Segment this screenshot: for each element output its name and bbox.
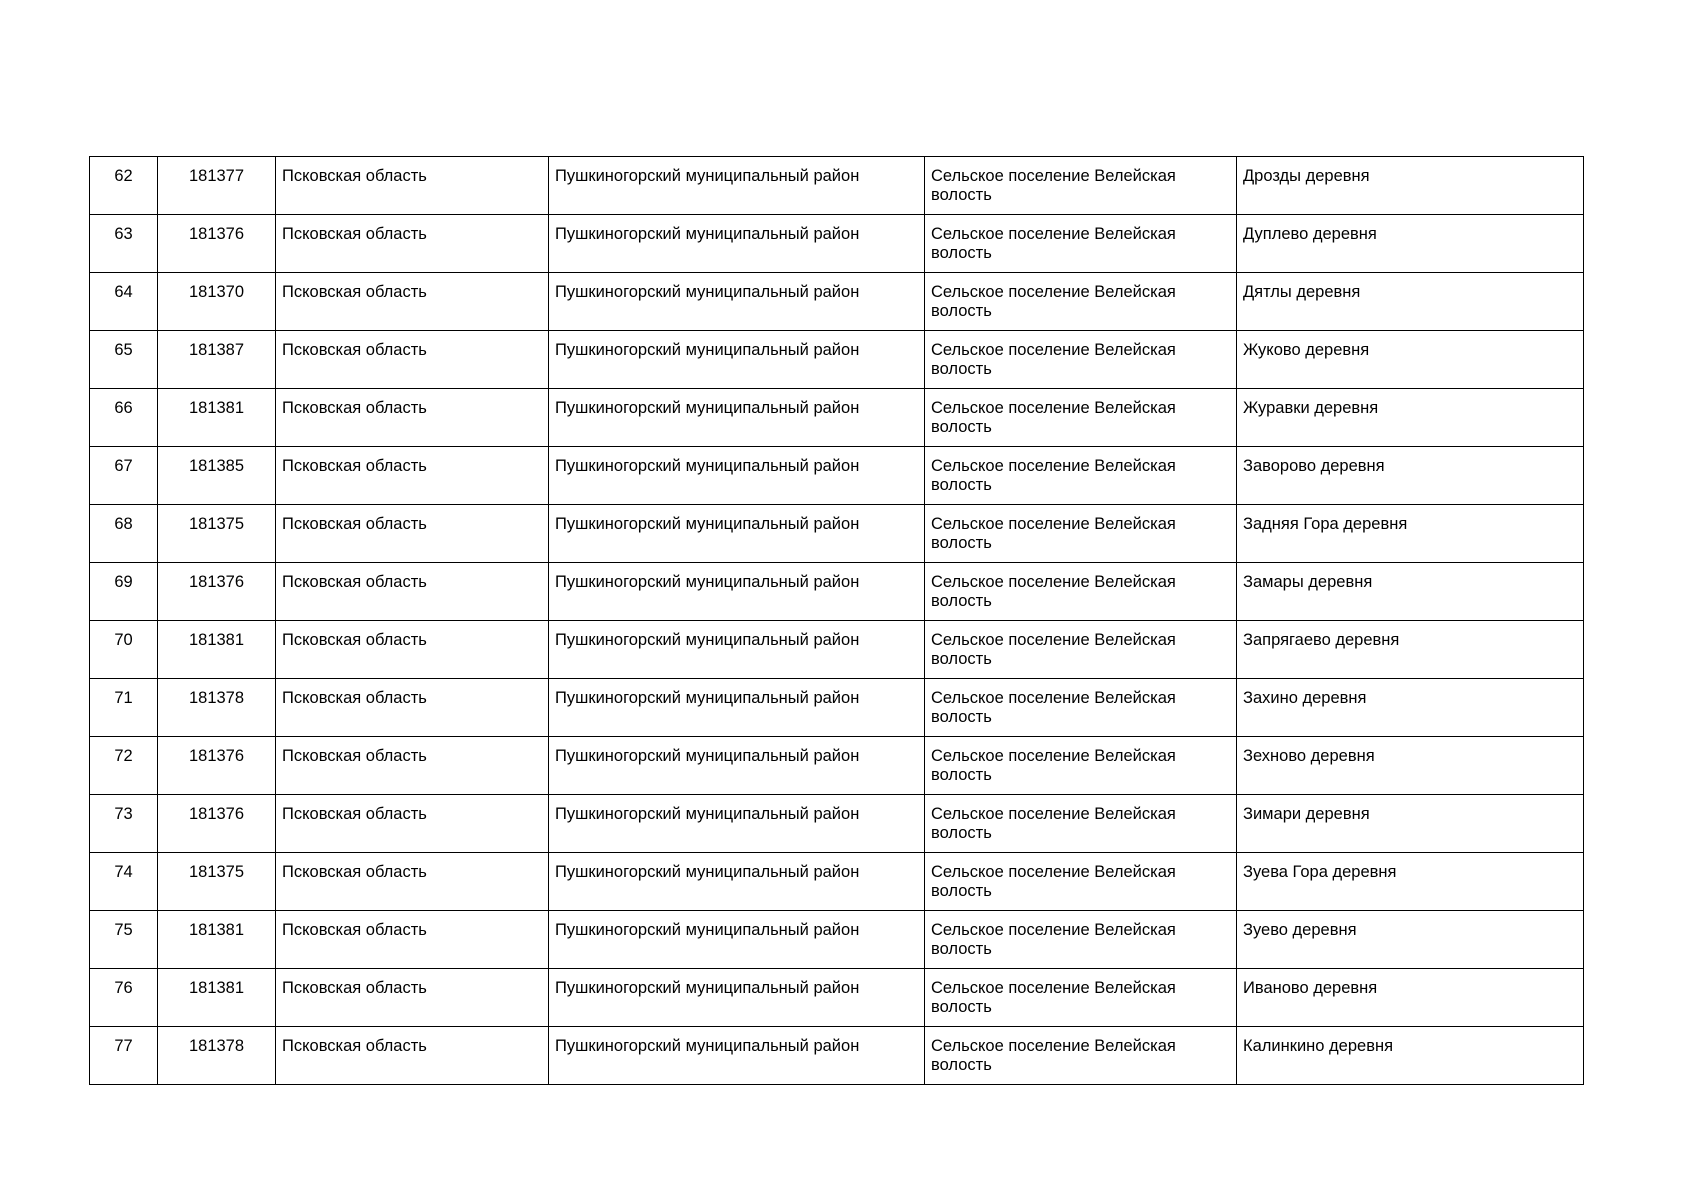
region-cell: Псковская область [276, 505, 549, 563]
table-row [90, 1027, 1584, 1085]
table-body [90, 157, 1584, 1085]
table-row [90, 853, 1584, 911]
district-cell: Пушкиногорский муниципальный район [549, 215, 925, 273]
region-cell: Псковская область [276, 563, 549, 621]
settlement-cell: Сельское поселение Велейская волость [925, 505, 1237, 563]
district-cell: Пушкиногорский муниципальный район [549, 1027, 925, 1085]
row-number-cell: 76 [90, 969, 158, 1027]
row-number-cell: 63 [90, 215, 158, 273]
table-row [90, 737, 1584, 795]
table-row [90, 563, 1584, 621]
settlement-cell: Сельское поселение Велейская волость [925, 563, 1237, 621]
table-row [90, 447, 1584, 505]
row-number-cell: 67 [90, 447, 158, 505]
table-row [90, 157, 1584, 215]
settlement-cell: Сельское поселение Велейская волость [925, 911, 1237, 969]
postal-index-cell: 181376 [158, 563, 276, 621]
table-row [90, 795, 1584, 853]
district-cell: Пушкиногорский муниципальный район [549, 679, 925, 737]
locality-cell: Зуева Гора деревня [1237, 853, 1584, 911]
row-number-cell: 66 [90, 389, 158, 447]
table-row [90, 621, 1584, 679]
row-number-cell: 64 [90, 273, 158, 331]
locality-cell: Задняя Гора деревня [1237, 505, 1584, 563]
district-cell: Пушкиногорский муниципальный район [549, 331, 925, 389]
row-number-cell: 71 [90, 679, 158, 737]
row-number-cell: 72 [90, 737, 158, 795]
table-row [90, 389, 1584, 447]
district-cell: Пушкиногорский муниципальный район [549, 505, 925, 563]
locality-cell: Калинкино деревня [1237, 1027, 1584, 1085]
postal-index-cell: 181375 [158, 505, 276, 563]
region-cell: Псковская область [276, 273, 549, 331]
region-cell: Псковская область [276, 331, 549, 389]
locality-cell: Журавки деревня [1237, 389, 1584, 447]
locality-cell: Захино деревня [1237, 679, 1584, 737]
postal-index-cell: 181376 [158, 737, 276, 795]
postal-index-cell: 181387 [158, 331, 276, 389]
region-cell: Псковская область [276, 1027, 549, 1085]
district-cell: Пушкиногорский муниципальный район [549, 563, 925, 621]
settlement-cell: Сельское поселение Велейская волость [925, 853, 1237, 911]
district-cell: Пушкиногорский муниципальный район [549, 447, 925, 505]
district-cell: Пушкиногорский муниципальный район [549, 157, 925, 215]
settlement-cell: Сельское поселение Велейская волость [925, 969, 1237, 1027]
settlements-table [89, 156, 1584, 1085]
settlement-cell: Сельское поселение Велейская волость [925, 273, 1237, 331]
row-number-cell: 65 [90, 331, 158, 389]
district-cell: Пушкиногорский муниципальный район [549, 737, 925, 795]
settlement-cell: Сельское поселение Велейская волость [925, 215, 1237, 273]
postal-index-cell: 181370 [158, 273, 276, 331]
settlement-cell: Сельское поселение Велейская волость [925, 795, 1237, 853]
region-cell: Псковская область [276, 853, 549, 911]
region-cell: Псковская область [276, 389, 549, 447]
region-cell: Псковская область [276, 795, 549, 853]
postal-index-cell: 181378 [158, 1027, 276, 1085]
row-number-cell: 68 [90, 505, 158, 563]
locality-cell: Жуково деревня [1237, 331, 1584, 389]
postal-index-cell: 181378 [158, 679, 276, 737]
locality-cell: Иваново деревня [1237, 969, 1584, 1027]
district-cell: Пушкиногорский муниципальный район [549, 911, 925, 969]
locality-cell: Зехново деревня [1237, 737, 1584, 795]
locality-cell: Зимари деревня [1237, 795, 1584, 853]
postal-index-cell: 181377 [158, 157, 276, 215]
locality-cell: Замары деревня [1237, 563, 1584, 621]
region-cell: Псковская область [276, 737, 549, 795]
district-cell: Пушкиногорский муниципальный район [549, 273, 925, 331]
locality-cell: Дуплево деревня [1237, 215, 1584, 273]
settlement-cell: Сельское поселение Велейская волость [925, 1027, 1237, 1085]
district-cell: Пушкиногорский муниципальный район [549, 853, 925, 911]
region-cell: Псковская область [276, 911, 549, 969]
locality-cell: Заворово деревня [1237, 447, 1584, 505]
region-cell: Псковская область [276, 621, 549, 679]
settlement-cell: Сельское поселение Велейская волость [925, 737, 1237, 795]
postal-index-cell: 181381 [158, 911, 276, 969]
locality-cell: Зуево деревня [1237, 911, 1584, 969]
table-row [90, 505, 1584, 563]
postal-index-cell: 181385 [158, 447, 276, 505]
district-cell: Пушкиногорский муниципальный район [549, 621, 925, 679]
settlement-cell: Сельское поселение Велейская волость [925, 621, 1237, 679]
district-cell: Пушкиногорский муниципальный район [549, 969, 925, 1027]
region-cell: Псковская область [276, 679, 549, 737]
table-row [90, 331, 1584, 389]
district-cell: Пушкиногорский муниципальный район [549, 389, 925, 447]
row-number-cell: 74 [90, 853, 158, 911]
region-cell: Псковская область [276, 215, 549, 273]
region-cell: Псковская область [276, 969, 549, 1027]
settlement-cell: Сельское поселение Велейская волость [925, 389, 1237, 447]
table-row [90, 679, 1584, 737]
row-number-cell: 62 [90, 157, 158, 215]
row-number-cell: 75 [90, 911, 158, 969]
settlement-cell: Сельское поселение Велейская волость [925, 447, 1237, 505]
postal-index-cell: 181376 [158, 795, 276, 853]
postal-index-cell: 181375 [158, 853, 276, 911]
postal-index-cell: 181381 [158, 389, 276, 447]
postal-index-cell: 181376 [158, 215, 276, 273]
table-row [90, 273, 1584, 331]
locality-cell: Дятлы деревня [1237, 273, 1584, 331]
postal-index-cell: 181381 [158, 969, 276, 1027]
row-number-cell: 70 [90, 621, 158, 679]
table-row [90, 911, 1584, 969]
row-number-cell: 73 [90, 795, 158, 853]
locality-cell: Запрягаево деревня [1237, 621, 1584, 679]
settlement-cell: Сельское поселение Велейская волость [925, 157, 1237, 215]
table-row [90, 215, 1584, 273]
region-cell: Псковская область [276, 447, 549, 505]
region-cell: Псковская область [276, 157, 549, 215]
table-row [90, 969, 1584, 1027]
locality-cell: Дрозды деревня [1237, 157, 1584, 215]
district-cell: Пушкиногорский муниципальный район [549, 795, 925, 853]
row-number-cell: 69 [90, 563, 158, 621]
row-number-cell: 77 [90, 1027, 158, 1085]
settlement-cell: Сельское поселение Велейская волость [925, 331, 1237, 389]
postal-index-cell: 181381 [158, 621, 276, 679]
settlement-cell: Сельское поселение Велейская волость [925, 679, 1237, 737]
